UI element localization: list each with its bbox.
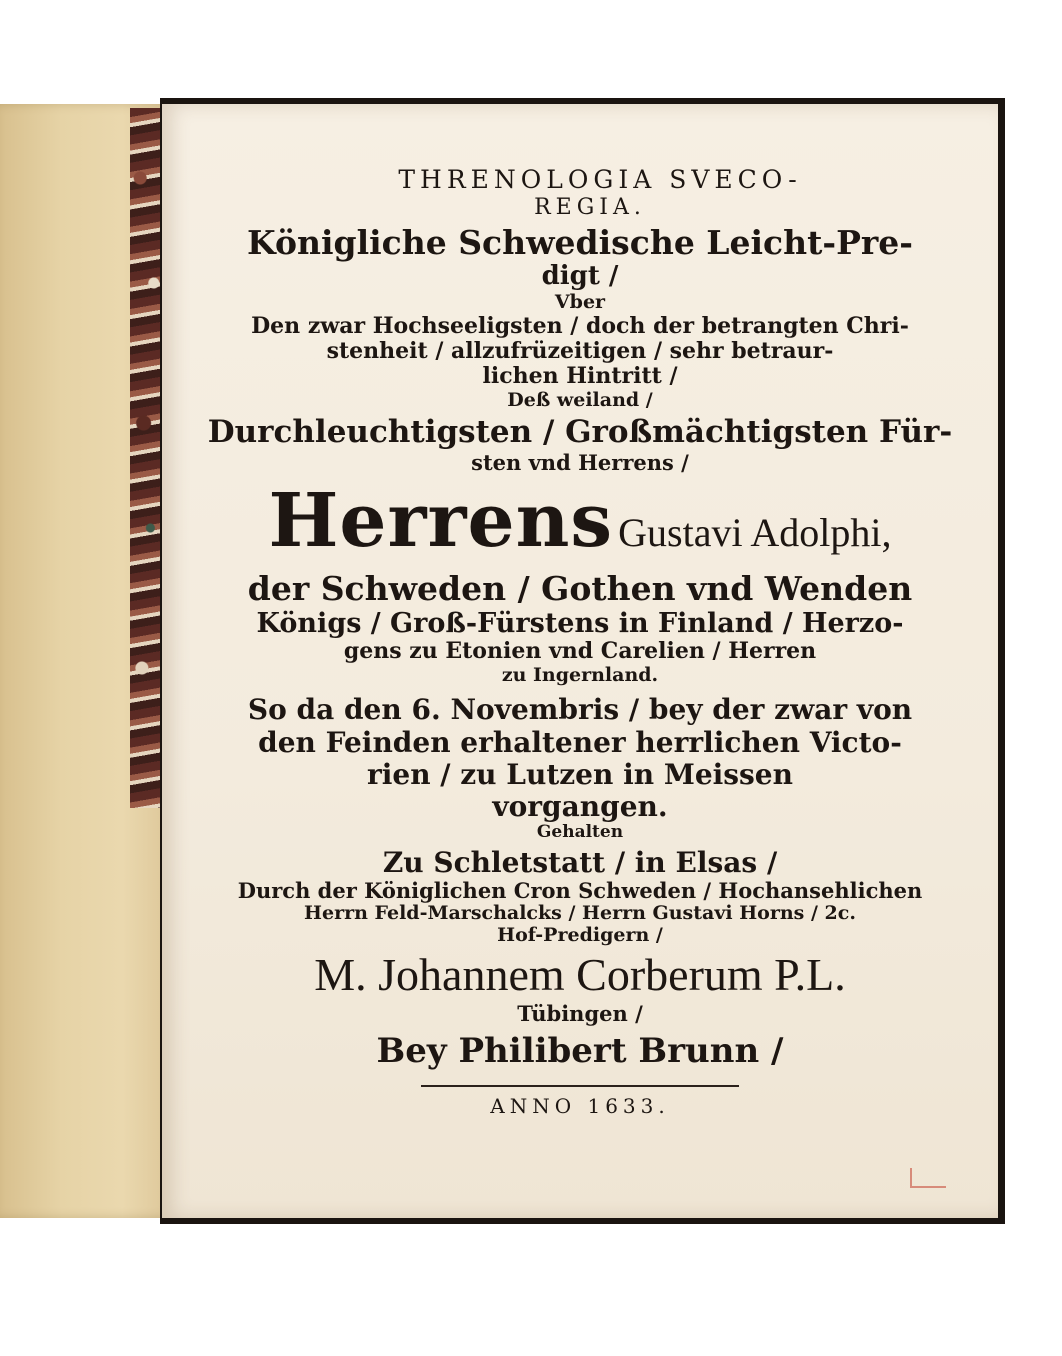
text-line-gehalten: Gehalten — [536, 822, 624, 843]
printer-name: Bey Philibert Brunn / — [376, 1030, 784, 1071]
divider-rule — [421, 1085, 739, 1087]
marbled-endpaper — [130, 108, 164, 808]
text-line-24: Herrn Feld-Marschalcks / Herrn Gustavi Horns / 2c. — [304, 902, 856, 925]
subtitle-line-1: Königliche Schwedische Leicht-Pre- — [247, 223, 913, 263]
author-name: M. Johannem Corberum P.L. — [314, 948, 846, 1000]
text-line-8: Deß weiland / — [507, 388, 653, 411]
text-line-17: So da den 6. Novembris / bey der zwar von — [247, 693, 913, 727]
text-line-20: vorgangen. — [492, 790, 668, 824]
text-line-18: den Feinden erhaltener herrlichen Victo- — [258, 725, 902, 759]
herrens-heading: Herrens — [268, 478, 614, 565]
imprint-year: ANNO 1633. — [490, 1093, 670, 1118]
library-stamp-mark — [910, 1168, 946, 1188]
name-line — [162, 479, 998, 564]
text-line-5: Den zwar Hochseeligsten / doch der betrangten Chri- — [251, 312, 909, 339]
text-line-16: zu Ingernland. — [501, 663, 659, 686]
text-line-15: gens zu Etonien vnd Carelien / Herren — [343, 638, 817, 665]
text-line-10: sten vnd Herrens / — [471, 450, 689, 476]
imprint-place: Tübingen / — [517, 1000, 643, 1026]
title-line-2: REGIA. — [534, 194, 646, 220]
text-line-9: Durchleuchtigsten / Großmächtigsten Für- — [207, 414, 953, 451]
king-name: Gustavi Adolphi, — [618, 510, 892, 556]
text-line-7: lichen Hintritt / — [482, 363, 678, 390]
title-page — [162, 104, 998, 1218]
text-line-13: der Schweden / Gothen vnd Wenden — [247, 569, 913, 609]
title-line-1: THRENOLOGIA SVECO- — [398, 165, 802, 194]
text-line-23: Durch der Königlichen Cron Schweden / Hochansehlichen — [237, 877, 923, 903]
title-page-text — [162, 166, 998, 1118]
text-line-14: Königs / Groß-Fürstens in Finland / Herzo- — [256, 608, 904, 640]
text-line-22: Zu Schletstatt / in Elsas / — [382, 845, 778, 879]
subtitle-line-2: digt / — [541, 260, 619, 291]
text-line-6: stenheit / allzufrüzeitigen / sehr betraur- — [326, 338, 834, 365]
text-line-25: Hof-Predigern / — [497, 923, 663, 946]
text-line-vber: Vber — [554, 290, 606, 313]
text-line-19: rien / zu Lutzen in Meissen — [367, 757, 793, 791]
